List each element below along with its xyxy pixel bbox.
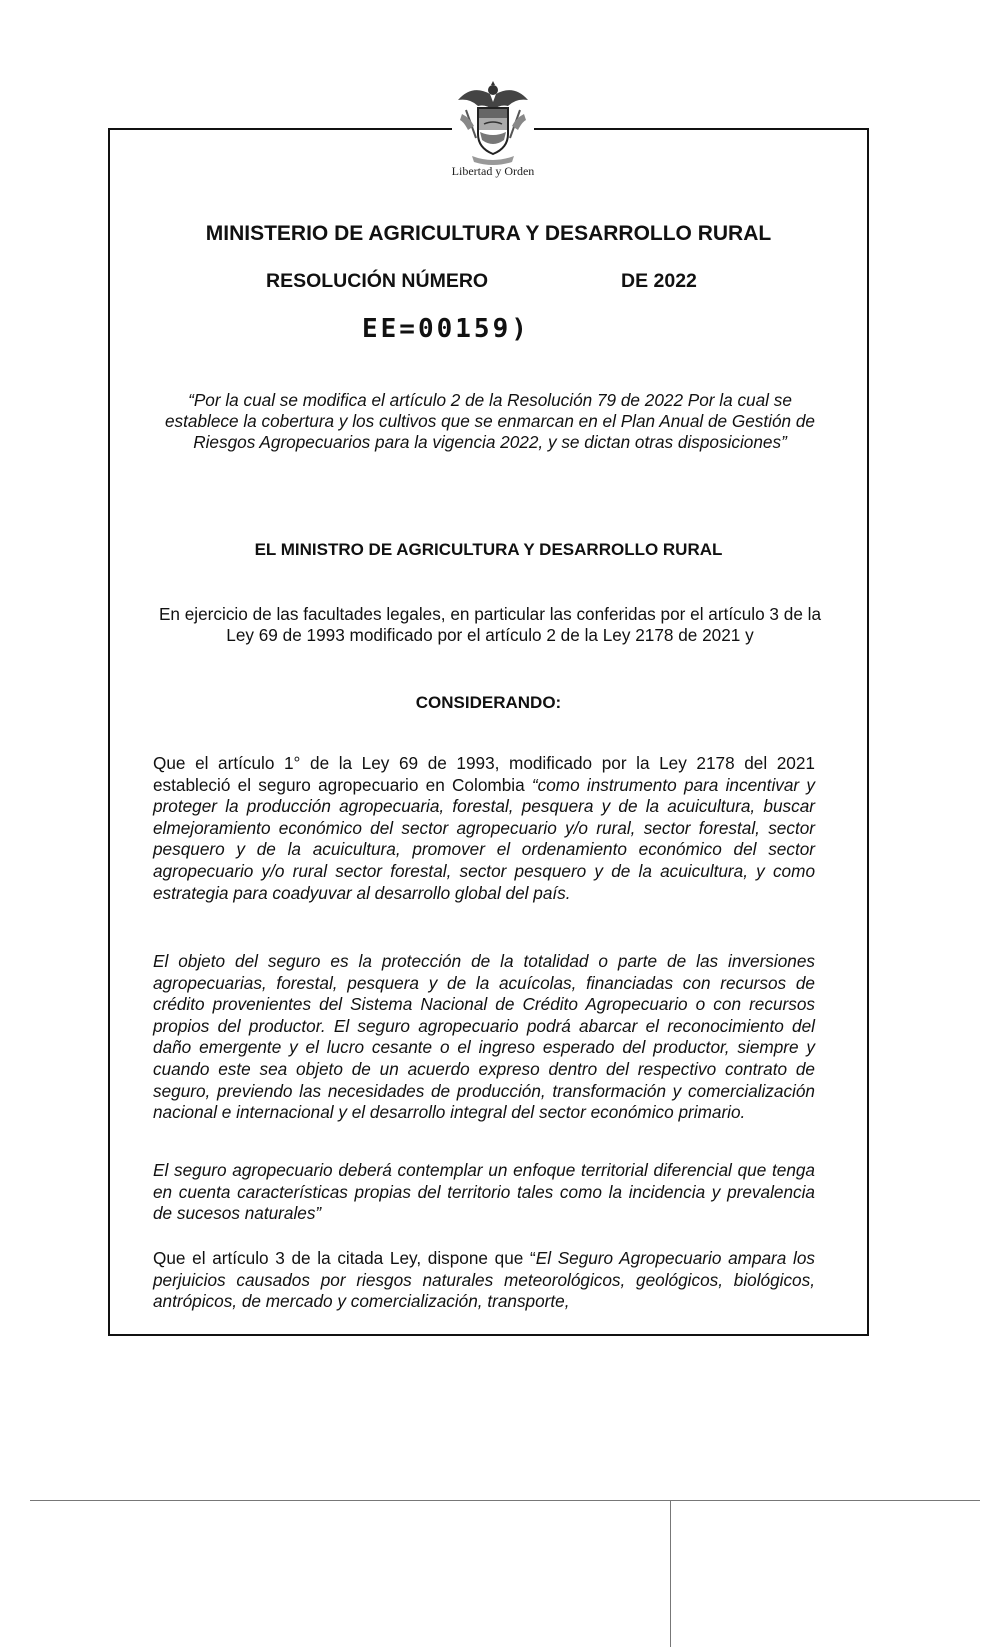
footer-rule	[30, 1500, 980, 1501]
footer-divider	[670, 1500, 671, 1647]
resolution-year: DE 2022	[621, 270, 697, 292]
resolution-number-stamp: EE=00159)	[362, 314, 530, 344]
paragraph-1-quote: “como instrumento para incentivar y proteger la producción agropecuaria, forestal, pesquera y de la acuicultura, buscar elmejoramiento económico del sector agropecuario y/o rural, sector forestal, sector pesquero y de la acuicultura, promover el ordenamiento económico del sector agropecuario y/o rural sector forestal, sector pesquero y de la acuicultura, y como estrategia para coadyuvar al desarrollo global del país.	[153, 774, 815, 903]
paragraph-2: El objeto del seguro es la protección de la totalidad o parte de las inversiones agropecuarias, forestal, pesquera y de la acuícolas, financiadas con recursos de crédito provenientes del Sistema Nacional de Crédito Agropecuario o con recursos propios del productor. El seguro agropecuario podrá abarcar el reconocimiento del daño emergente y el lucro cesante o el ingreso esperado del productor, siempre y cuando este sea objeto de un acuerdo expreso dentro del respectivo contrato de seguro, previendo las necesidades de producción, transformación y comercialización nacional e internacional y el desarrollo integral del sector económico primario.	[153, 951, 815, 1123]
paragraph-4-lead: Que el artículo 3 de la citada Ley, dispone que “	[153, 1248, 536, 1268]
motto: Libertad y Orden	[451, 164, 535, 178]
legal-powers: En ejercicio de las facultades legales, en particular las conferidas por el artículo 3 de la Ley 69 de 1993 modificado por el artículo 2 de la Ley 2178 de 2021 y	[158, 604, 822, 645]
paragraph-1-lead: Que el artículo 1° de la Ley 69 de 1993, modificado por la Ley 2178 del 2021 estableció el seguro agropecuario en Colombia	[153, 753, 815, 795]
paragraph-4	[153, 1248, 815, 1313]
paragraph-1	[153, 753, 815, 904]
ministry-heading: MINISTERIO DE AGRICULTURA Y DESARROLLO RURAL	[205, 222, 772, 245]
colombia-coat-of-arms-icon	[452, 80, 534, 166]
paragraph-4-quote: El Seguro Agropecuario ampara los perjuicios causados por riesgos naturales meteorológicos, geológicos, biológicos, antrópicos, de mercado y comercialización, transporte,	[153, 1248, 815, 1312]
considering-heading: CONSIDERANDO:	[415, 693, 562, 712]
resolution-title: “Por la cual se modifica el artículo 2 de la Resolución 79 de 2022 Por la cual se establece la cobertura y los cultivos que se enmarcan en el Plan Anual de Gestión de Riesgos Agropecuarios para la vigencia 2022, y se dictan otras disposiciones”	[164, 390, 815, 452]
document-frame	[108, 128, 869, 1336]
minister-heading: EL MINISTRO DE AGRICULTURA Y DESARROLLO RURAL	[254, 540, 723, 559]
paragraph-3: El seguro agropecuario deberá contemplar un enfoque territorial diferencial que tenga en cuenta características propias del territorio tales como la incidencia y prevalencia de sucesos naturales”	[153, 1160, 815, 1224]
resolution-label: RESOLUCIÓN NÚMERO	[266, 270, 489, 292]
